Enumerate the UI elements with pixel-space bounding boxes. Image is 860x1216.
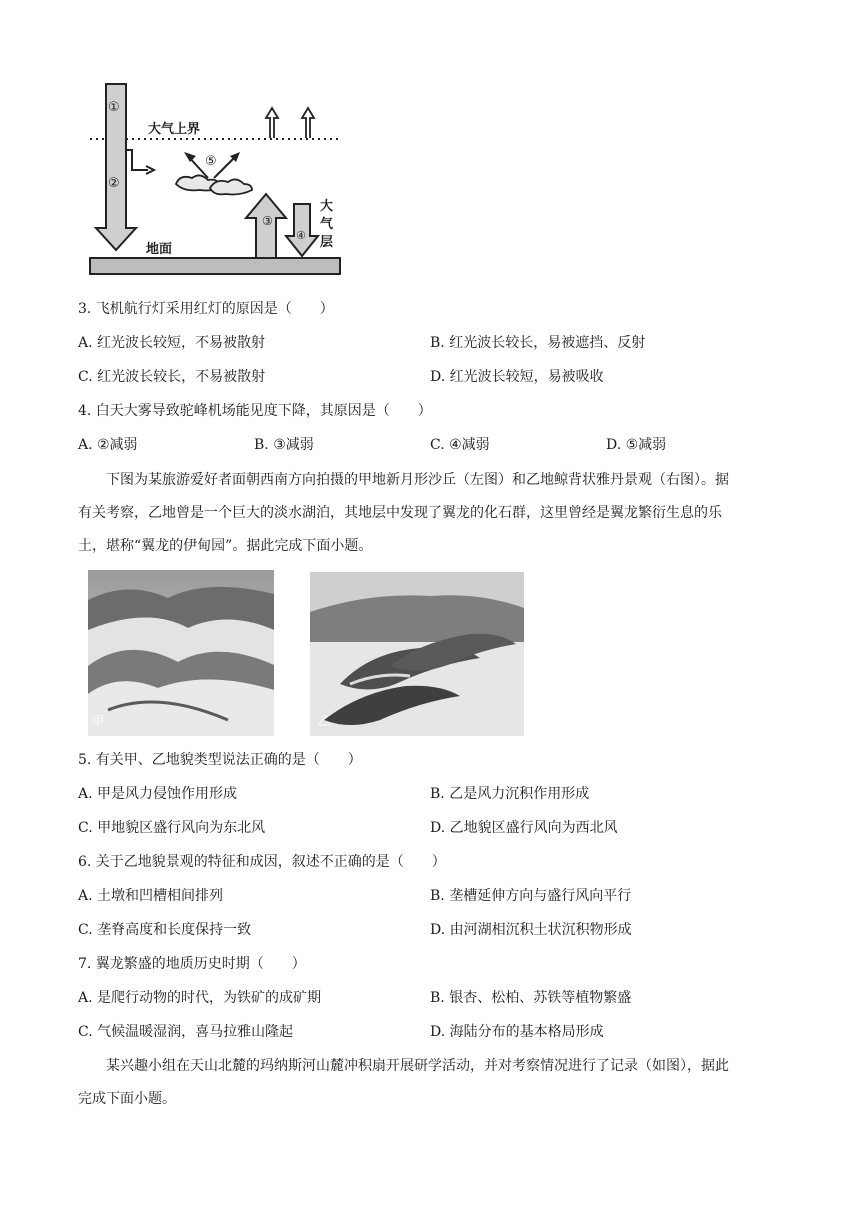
upper-boundary-label: 大气上界	[148, 122, 201, 137]
circle-label-1: ①	[108, 100, 120, 115]
q5-option-a[interactable]: A. 甲是风力侵蚀作用形成	[78, 786, 238, 802]
atmosphere-label: 大气层	[320, 199, 334, 250]
right-photo-label: 乙	[318, 714, 331, 728]
passage1-line1: 下图为某旅游爱好者面朝西南方向拍摄的甲地新月形沙丘（左图）和乙地鲸背状雅丹景观（右图）。据	[106, 472, 729, 488]
q5-option-d[interactable]: D. 乙地貌区盛行风向为西北风	[430, 820, 618, 836]
q6-option-d[interactable]: D. 由河湖相沉积土状沉积物形成	[430, 922, 632, 938]
q5-stem: 5. 有关甲、乙地貌类型说法正确的是（ ）	[78, 752, 362, 768]
q6-option-a[interactable]: A. 土墩和凹槽相间排列	[78, 888, 224, 904]
scatter-arrow	[126, 150, 148, 170]
yardang-photo	[310, 572, 524, 736]
q4-stem: 4. 白天大雾导致驼峰机场能见度下降，其原因是（ ）	[78, 403, 432, 419]
q7-option-d[interactable]: D. 海陆分布的基本格局形成	[430, 1024, 604, 1040]
q4-option-d[interactable]: D. ⑤减弱	[606, 437, 667, 453]
cloud-right	[210, 179, 252, 194]
q5-option-c[interactable]: C. 甲地貌区盛行风向为东北风	[78, 820, 266, 836]
escape-arrow	[266, 108, 278, 138]
circle-label-4: ④	[296, 229, 306, 242]
left-photo-label: 甲	[92, 714, 105, 728]
q3-option-d[interactable]: D. 红光波长较短，易被吸收	[430, 369, 604, 385]
q3-option-a[interactable]: A. 红光波长较短，不易被散射	[78, 335, 266, 351]
q7-option-b[interactable]: B. 银杏、松柏、苏铁等植物繁盛	[430, 990, 632, 1006]
q3-option-c[interactable]: C. 红光波长较长，不易被散射	[78, 369, 266, 385]
atmosphere-radiation-diagram	[80, 78, 350, 278]
ground-bar	[90, 258, 340, 274]
passage1-line2: 有关考察，乙地曾是一个巨大的淡水湖泊，其地层中发现了翼龙的化石群，这里曾经是翼龙繁衍生息的乐	[78, 505, 722, 521]
circle-label-2: ②	[108, 176, 120, 191]
q3-option-b[interactable]: B. 红光波长较长，易被遮挡、反射	[430, 335, 646, 351]
q4-option-a[interactable]: A. ②减弱	[78, 437, 138, 453]
passage2-line2: 完成下面小题。	[78, 1091, 176, 1107]
circle-label-5: ⑤	[205, 154, 217, 169]
circle-label-3: ③	[262, 214, 273, 228]
q4-option-b[interactable]: B. ③减弱	[254, 437, 314, 453]
q7-option-c[interactable]: C. 气候温暖湿润，喜马拉雅山隆起	[78, 1024, 294, 1040]
q7-option-a[interactable]: A. 是爬行动物的时代，为铁矿的成矿期	[78, 990, 322, 1006]
passage2-line1: 某兴趣小组在天山北麓的玛纳斯河山麓冲积扇开展研学活动，并对考察情况进行了记录（如图），据此	[106, 1058, 729, 1074]
q3-stem: 3. 飞机航行灯采用红灯的原因是（ ）	[78, 301, 334, 317]
q6-option-c[interactable]: C. 垄脊高度和长度保持一致	[78, 922, 252, 938]
escape-arrow	[302, 108, 314, 138]
ground-label: 地面	[146, 242, 173, 257]
q7-stem: 7. 翼龙繁盛的地质历史时期（ ）	[78, 956, 306, 972]
q6-stem: 6. 关于乙地貌景观的特征和成因，叙述不正确的是（ ）	[78, 854, 446, 870]
q6-option-b[interactable]: B. 垄槽延伸方向与盛行风向平行	[430, 888, 632, 904]
crescent-dune-photo	[88, 570, 274, 736]
q5-option-b[interactable]: B. 乙是风力沉积作用形成	[430, 786, 590, 802]
q4-option-c[interactable]: C. ④减弱	[430, 437, 490, 453]
passage1-line3: 土，堪称“翼龙的伊甸园”。据此完成下面小题。	[78, 538, 373, 554]
